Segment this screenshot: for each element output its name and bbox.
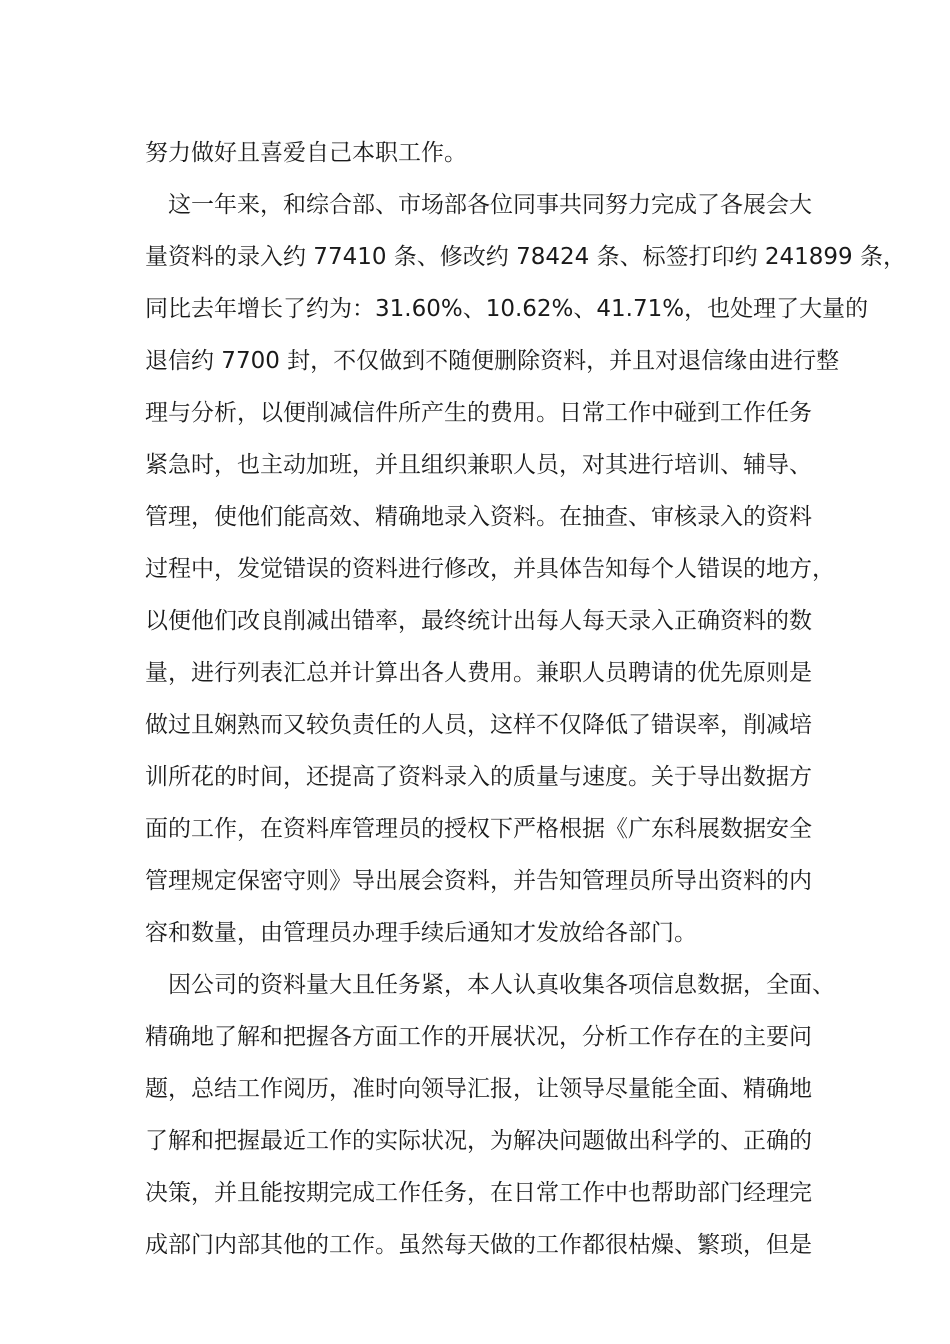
text-line: 以便他们改良削减出错率，最终统计出每人每天录入正确资料的数 xyxy=(145,608,812,634)
text-line: 努力做好且喜爱自己本职工作。 xyxy=(145,140,467,166)
text-line: 量，进行列表汇总并计算出各人费用。兼职人员聘请的优先原则是 xyxy=(145,660,812,686)
text-line: 题，总结工作阅历，准时向领导汇报，让领导尽量能全面、精确地 xyxy=(145,1076,812,1102)
text-line: 理与分析，以便削减信件所产生的费用。日常工作中碰到工作任务 xyxy=(145,400,812,426)
text-line: 精确地了解和把握各方面工作的开展状况，分析工作存在的主要问 xyxy=(145,1024,812,1050)
text-line: 做过且娴熟而又较负责任的人员，这样不仅降低了错误率，削减培 xyxy=(145,712,812,738)
paragraph-start-line: 这一年来，和综合部、市场部各位同事共同努力完成了各展会大 xyxy=(168,192,812,218)
text-line: 管理规定保密守则》导出展会资料，并告知管理员所导出资料的内 xyxy=(145,868,812,894)
text-line: 过程中，发觉错误的资料进行修改，并具体告知每个人错误的地方， xyxy=(145,556,835,582)
text-line: 面的工作，在资料库管理员的授权下严格根据《广东科展数据安全 xyxy=(145,816,812,842)
text-line: 紧急时，也主动加班，并且组织兼职人员，对其进行培训、辅导、 xyxy=(145,452,812,478)
body-text xyxy=(145,127,906,1271)
text-line: 容和数量，由管理员办理手续后通知才发放给各部门。 xyxy=(145,920,697,946)
text-line: 决策，并且能按期完成工作任务，在日常工作中也帮助部门经理完 xyxy=(145,1180,812,1206)
text-line: 训所花的时间，还提高了资料录入的质量与速度。关于导出数据方 xyxy=(145,764,812,790)
paragraph-start-line: 因公司的资料量大且任务紧，本人认真收集各项信息数据，全面、 xyxy=(168,972,835,998)
text-line: 同比去年增长了约为：31.60%、10.62%、41.71%，也处理了大量的 xyxy=(145,296,869,322)
text-line: 量资料的录入约 77410 条、修改约 78424 条、标签打印约 241899 条， xyxy=(145,244,906,270)
text-line: 管理，使他们能高效、精确地录入资料。在抽查、审核录入的资料 xyxy=(145,504,812,530)
text-line: 成部门内部其他的工作。虽然每天做的工作都很枯燥、繁琐，但是 xyxy=(145,1232,812,1258)
text-line: 退信约 7700 封，不仅做到不随便删除资料，并且对退信缘由进行整 xyxy=(145,348,840,374)
text-line: 了解和把握最近工作的实际状况，为解决问题做出科学的、正确的 xyxy=(145,1128,812,1154)
